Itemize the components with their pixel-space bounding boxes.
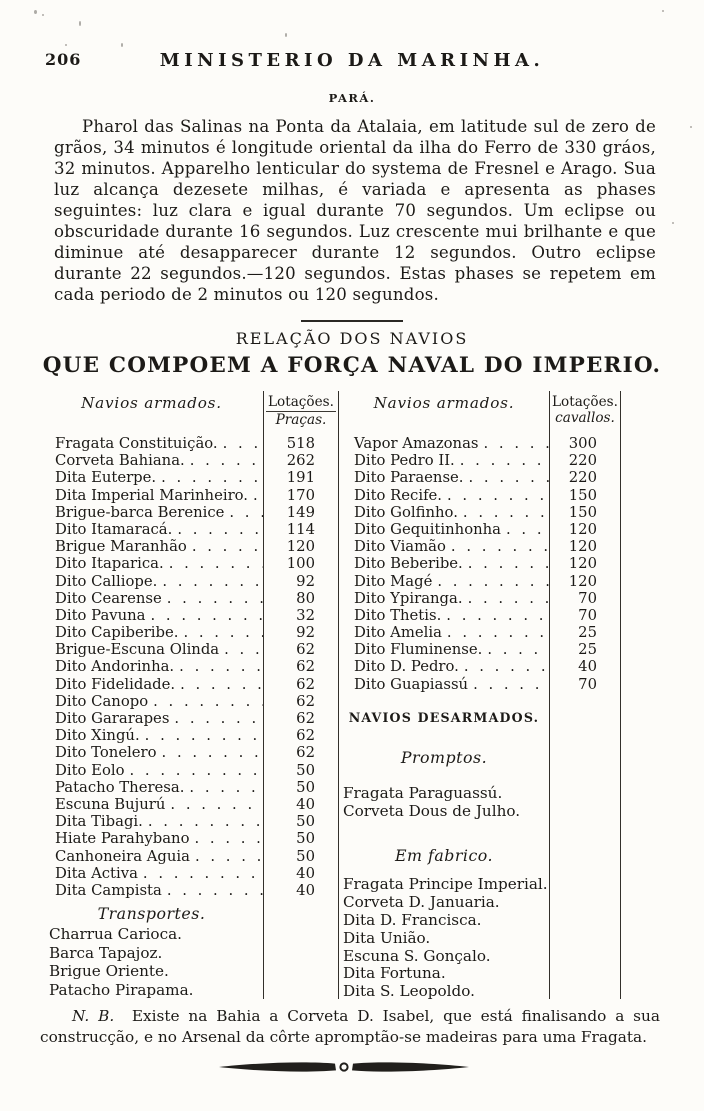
dot-leader [455, 452, 549, 469]
dot-leader [442, 624, 549, 641]
dot-leader [446, 538, 549, 555]
cell-text: Barca Tapajoz. [49, 943, 163, 962]
transport-ship-row [40, 925, 263, 944]
cell-text: 40 [296, 864, 315, 882]
ship-value-row [264, 779, 338, 796]
cell-text: Canhoneira Aguia [55, 847, 190, 865]
cell-text: Dita Imperial Marinheiro. [55, 486, 248, 504]
nota-bene-text: Existe na Bahia a Corveta D. Isabel, que está finalisando a sua construcção, e no Arsenal da côrte apromptão-se madeiras para uma Fragata. [40, 1007, 660, 1046]
dot-leader [224, 504, 263, 521]
dot-leader [187, 538, 263, 555]
cell-text: Dito Itaparica. [55, 555, 164, 573]
ship-name-row [40, 676, 263, 693]
ship-name-row [40, 607, 263, 624]
cell-text: 62 [296, 727, 315, 745]
cell-text: Dito Pavuna [55, 606, 146, 624]
ship-value-row [550, 624, 620, 641]
ship-name-row [339, 573, 549, 590]
cell-text: Dito Capiberibe. [55, 624, 179, 642]
ink-speck [672, 222, 674, 224]
fabrico-ship-row [339, 894, 549, 912]
ship-value-row [264, 676, 338, 693]
ship-value-row [550, 435, 620, 452]
dot-leader [169, 710, 263, 727]
cell-text: 120 [568, 555, 597, 573]
ship-value-row [264, 487, 338, 504]
cell-text: Dito Beberibe. [354, 555, 463, 573]
ship-name-row [40, 830, 263, 847]
transport-ship-row [40, 962, 263, 981]
ship-value-row [264, 641, 338, 658]
left-values-column [263, 391, 339, 999]
ship-name-row [40, 452, 263, 469]
dot-leader [140, 727, 263, 744]
dot-leader [184, 779, 263, 796]
cell-text: 50 [296, 813, 315, 831]
fabrico-ship-row [339, 983, 549, 999]
dot-leader [248, 487, 263, 504]
cell-text: Dito Calliope. [55, 572, 158, 590]
lighthouse-paragraph: Pharol das Salinas na Ponta da Atalaia, em latitude sul de zero de grãos, 34 minutos é longitude oriental da ilha do Ferro de 330 gráos, 32 minutos. Apparelho lenticular do systema de Fresnel e Arago. Sua luz alcança dezesete milhas, é variada e apresenta as phases seguintes: luz clara e igual durante 70 segundos. Um eclipse ou obscuridade durante 16 segundos. Luz crescente mui brilhante e que diminue até desapparecer durante 12 segundos. Outro eclipse durante 22 segundos.—120 segundos. Estas phases se repetem em cada periodo de 2 minutos ou 120 segundos. [54, 117, 656, 304]
cell-text: 220 [568, 469, 597, 487]
ink-speck [690, 126, 692, 128]
transportes-heading: Transportes. [97, 904, 206, 924]
cell-text: Dito Amelia [354, 624, 442, 642]
right-values-header-line1: Lotações. [552, 394, 618, 410]
cell-text: 518 [286, 435, 315, 452]
right-values-header [550, 391, 620, 435]
ship-value-row [264, 813, 338, 830]
ship-value-row [264, 521, 338, 538]
cell-text: Dita Tibagi. [55, 813, 143, 831]
ship-name-row [40, 590, 263, 607]
cell-text: Dito Pedro II. [354, 452, 455, 470]
ship-name-row [40, 504, 263, 521]
cell-text: Dito Ypiranga. [354, 589, 463, 607]
dot-leader [175, 676, 263, 693]
ship-value-row [264, 848, 338, 865]
dot-leader [174, 658, 263, 675]
cell-text: Dito Eolo [55, 761, 125, 779]
cell-text: 150 [568, 486, 597, 504]
dot-leader [442, 487, 549, 504]
right-values-column [549, 391, 621, 999]
cell-text: 220 [568, 452, 597, 470]
cell-text: 62 [296, 658, 315, 676]
ship-value-row [550, 487, 620, 504]
ship-name-row [339, 521, 549, 538]
ship-value-row [550, 676, 620, 693]
ship-name-row [40, 538, 263, 555]
ship-name-row [339, 676, 549, 693]
cell-text: Fragata Principe Imperial. [343, 875, 548, 893]
ship-value-row [550, 590, 620, 607]
cell-text: 62 [296, 744, 315, 762]
ship-value-row [264, 710, 338, 727]
dot-leader [468, 676, 549, 693]
ship-value-row [550, 452, 620, 469]
cell-text: Dito Andorinha. [55, 658, 175, 676]
fabrico-ship-row [339, 965, 549, 983]
ship-value-row [264, 538, 338, 555]
ship-value-row [264, 658, 338, 675]
cell-text: 120 [568, 520, 597, 538]
prompto-ship-row [339, 802, 549, 821]
ship-name-row [40, 813, 263, 830]
cell-text: 92 [296, 624, 315, 642]
cell-text: 40 [296, 881, 315, 899]
dot-leader [218, 435, 263, 452]
right-names-header: Navios armados. [373, 394, 515, 412]
cell-text: Patacho Theresa. [55, 778, 185, 796]
region-subheading: PARÁ. [328, 91, 376, 105]
cell-text: Dito Itamaracá. [55, 520, 173, 538]
dot-leader [464, 469, 549, 486]
cell-text: 170 [286, 486, 315, 504]
prompto-ship-row [339, 784, 549, 803]
ship-name-row [339, 469, 549, 486]
ship-name-row [40, 624, 263, 641]
cell-text: 80 [296, 589, 315, 607]
cell-text: Dito Canopo [55, 692, 149, 710]
dot-leader [190, 830, 264, 847]
dot-leader [501, 521, 549, 538]
cell-text: Escuna S. Gonçalo. [343, 946, 491, 965]
dot-leader [178, 624, 263, 641]
cell-text: Dito Golfinho. [354, 503, 458, 521]
cell-text: 114 [286, 520, 315, 538]
cell-text: 50 [296, 778, 315, 796]
cell-text: Brigue Oriente. [49, 962, 169, 981]
ship-value-row [264, 882, 338, 899]
ship-name-row [40, 641, 263, 658]
cell-text: Dito Fluminense. [354, 641, 483, 659]
ship-name-row [40, 727, 263, 744]
ship-value-row [264, 504, 338, 521]
nota-bene-label: N. B. [72, 1007, 115, 1025]
ship-name-row [339, 607, 549, 624]
ship-name-row [339, 452, 549, 469]
cell-text: Corveta D. Januaria. [343, 892, 500, 911]
dot-leader [432, 573, 549, 590]
right-values-header-line2: cavallos. [555, 410, 615, 426]
cell-text: 100 [286, 555, 315, 573]
cell-text: Dita S. Leopoldo. [343, 982, 475, 999]
cell-text: Dito Gararapes [55, 710, 170, 727]
ship-value-row [550, 555, 620, 572]
cell-text: 40 [296, 795, 315, 813]
page-number: 206 [45, 50, 82, 69]
cell-text: 50 [296, 830, 315, 848]
cell-text: Fragata Constituição. [55, 435, 218, 452]
cell-text: Dita Fortuna. [343, 964, 446, 983]
cell-text: 120 [568, 572, 597, 590]
naval-forces-table [40, 391, 704, 999]
ship-value-row [264, 590, 338, 607]
left-values-header-line1: Lotações. [268, 394, 334, 410]
cell-text: 25 [578, 624, 597, 642]
left-values-header [264, 391, 338, 435]
transport-ship-row [40, 981, 263, 999]
section-divider-rule [301, 320, 403, 322]
ship-value-row [264, 607, 338, 624]
ship-value-row [550, 573, 620, 590]
ship-name-row [339, 590, 549, 607]
dot-leader [441, 607, 549, 624]
cell-text: Dito Thetis. [354, 606, 442, 624]
ship-name-row [339, 624, 549, 641]
ship-value-row [550, 607, 620, 624]
cell-text: Dito Tonelero [55, 744, 157, 762]
dot-leader [164, 555, 263, 572]
promptos-list [339, 784, 549, 821]
ship-name-row [339, 504, 549, 521]
dot-leader [143, 813, 263, 830]
cell-text: Fragata Paraguassú. [343, 783, 503, 802]
dot-leader [165, 796, 263, 813]
ship-name-row [339, 435, 549, 452]
page-header [0, 0, 704, 76]
ship-value-row [264, 555, 338, 572]
dot-leader [157, 573, 263, 590]
cell-text: Brigue-Escuna Olinda [55, 641, 220, 659]
cell-text: 32 [296, 606, 315, 624]
transport-ship-row [40, 944, 263, 963]
ship-value-row [264, 830, 338, 847]
ship-value-row [264, 744, 338, 761]
ship-name-row [40, 744, 263, 761]
cell-text: Dito Paraense. [354, 469, 464, 487]
ship-name-row [339, 658, 549, 675]
cell-text: Brigue-barca Berenice [55, 503, 225, 521]
cell-text: 70 [578, 606, 597, 624]
right-ship-names-column [339, 391, 549, 999]
ship-name-row [40, 658, 263, 675]
cell-text: Dito Recife. [354, 486, 443, 504]
cell-text: Charrua Carioca. [49, 925, 182, 944]
ship-value-row [550, 658, 620, 675]
ship-value-row [264, 573, 338, 590]
cell-text: Dito Xingú. [55, 727, 140, 745]
em-fabrico-list [339, 876, 549, 999]
right-values-list [550, 435, 620, 693]
ship-name-row [40, 710, 263, 727]
transportes-list [40, 925, 263, 999]
ship-name-row [40, 573, 263, 590]
dot-leader [459, 658, 549, 675]
cell-text: 25 [578, 641, 597, 659]
ship-value-row [264, 762, 338, 779]
cell-text: Hiate Parahybano [55, 830, 190, 848]
cell-text: 50 [296, 761, 315, 779]
nota-bene-paragraph [40, 1006, 660, 1047]
ship-name-row [339, 641, 549, 658]
cell-text: Dito Gequitinhonha [354, 520, 501, 538]
cell-text: Dito Guapiassú [354, 675, 469, 693]
ship-name-row [40, 882, 263, 899]
ship-value-row [264, 452, 338, 469]
fabrico-ship-row [339, 930, 549, 948]
cell-text: 70 [578, 675, 597, 693]
ship-name-row [40, 865, 263, 882]
ship-name-row [40, 487, 263, 504]
dot-leader [138, 865, 263, 882]
cell-text: 120 [568, 538, 597, 556]
right-armed-ships-list [339, 435, 549, 693]
left-ship-names-column [40, 391, 263, 999]
dot-leader [162, 590, 263, 607]
cell-text: 50 [296, 847, 315, 865]
dot-leader [125, 762, 263, 779]
cell-text: Corveta Bahiana. [55, 452, 185, 470]
dot-leader [219, 641, 263, 658]
cell-text: Brigue Maranhão [55, 538, 187, 556]
ship-value-row [264, 469, 338, 486]
dot-leader [148, 693, 263, 710]
fabrico-ship-row [339, 912, 549, 930]
left-names-header: Navios armados. [81, 394, 222, 412]
cell-text: 62 [296, 675, 315, 693]
cell-text: Vapor Amazonas [354, 435, 479, 452]
cell-text: 62 [296, 692, 315, 710]
ship-name-row [40, 555, 263, 572]
cell-text: 120 [286, 538, 315, 556]
cell-text: Dita Activa [55, 864, 138, 882]
cell-text: Dito Fidelidade. [55, 675, 176, 693]
ship-value-row [550, 504, 620, 521]
cell-text: 150 [568, 503, 597, 521]
dot-leader [156, 469, 263, 486]
cell-text: 191 [286, 469, 315, 487]
cell-text: Dito Viamão [354, 538, 446, 556]
ship-value-row [264, 727, 338, 744]
ship-value-row [550, 641, 620, 658]
cell-text: Dito Magé [354, 572, 433, 590]
section-title-line1: RELAÇÃO DOS NAVIOS [235, 329, 469, 348]
dot-leader [482, 641, 549, 658]
page-title: MINISTERIO DA MARINHA. [159, 50, 545, 71]
ship-name-row [339, 555, 549, 572]
cell-text: 62 [296, 641, 315, 659]
cell-text: Dito D. Pedro. [354, 658, 459, 676]
ship-name-row [339, 487, 549, 504]
cell-text: 92 [296, 572, 315, 590]
dot-leader [157, 744, 263, 761]
ship-value-row [264, 624, 338, 641]
ship-name-row [40, 848, 263, 865]
ship-name-row [40, 779, 263, 796]
fabrico-ship-row [339, 876, 549, 894]
ship-value-row [264, 693, 338, 710]
ship-name-row [40, 435, 263, 452]
cell-text: 62 [296, 710, 315, 727]
em-fabrico-heading: Em fabrico. [394, 846, 494, 865]
cell-text: 70 [578, 589, 597, 607]
ship-value-row [550, 469, 620, 486]
cell-text: Dito Cearense [55, 589, 162, 607]
ship-value-row [550, 538, 620, 555]
dot-leader [463, 555, 549, 572]
ship-value-row [264, 865, 338, 882]
cell-text: Patacho Pirapama. [49, 980, 194, 999]
dot-leader [463, 590, 549, 607]
promptos-heading: Promptos. [400, 747, 488, 767]
ship-value-row [550, 521, 620, 538]
cell-text: Dita Campista [55, 881, 162, 899]
ship-name-row [40, 693, 263, 710]
dot-leader [458, 504, 549, 521]
cell-text: Dita Euterpe. [55, 469, 157, 487]
cell-text: 300 [568, 435, 597, 452]
dot-leader [146, 607, 263, 624]
dot-leader [172, 521, 263, 538]
cell-text: 40 [578, 658, 597, 676]
fabrico-ship-row [339, 948, 549, 966]
dot-leader [479, 435, 550, 452]
ship-name-row [40, 762, 263, 779]
left-values-header-line2: Praças. [275, 412, 327, 428]
cell-text: 262 [286, 452, 315, 470]
ship-name-row [339, 538, 549, 555]
cell-text: Dita D. Francisca. [343, 910, 482, 929]
ship-name-row [40, 521, 263, 538]
ornament-divider [218, 1059, 470, 1075]
dot-leader [162, 882, 263, 899]
section-title-line2: QUE COMPOEM A FORÇA NAVAL DO IMPERIO. [42, 353, 662, 378]
dot-leader [190, 848, 263, 865]
cell-text: 149 [286, 503, 315, 521]
left-armed-ships-list [40, 435, 263, 899]
cell-text: Dita União. [343, 928, 431, 947]
cell-text: Escuna Bujurú [55, 795, 166, 813]
desarmados-heading: NAVIOS DESARMADOS. [348, 709, 540, 725]
dot-leader [185, 452, 263, 469]
ship-value-row [264, 435, 338, 452]
ship-name-row [40, 796, 263, 813]
ship-value-row [264, 796, 338, 813]
ship-name-row [40, 469, 263, 486]
left-values-list [264, 435, 338, 899]
cell-text: Corveta Dous de Julho. [343, 802, 521, 821]
